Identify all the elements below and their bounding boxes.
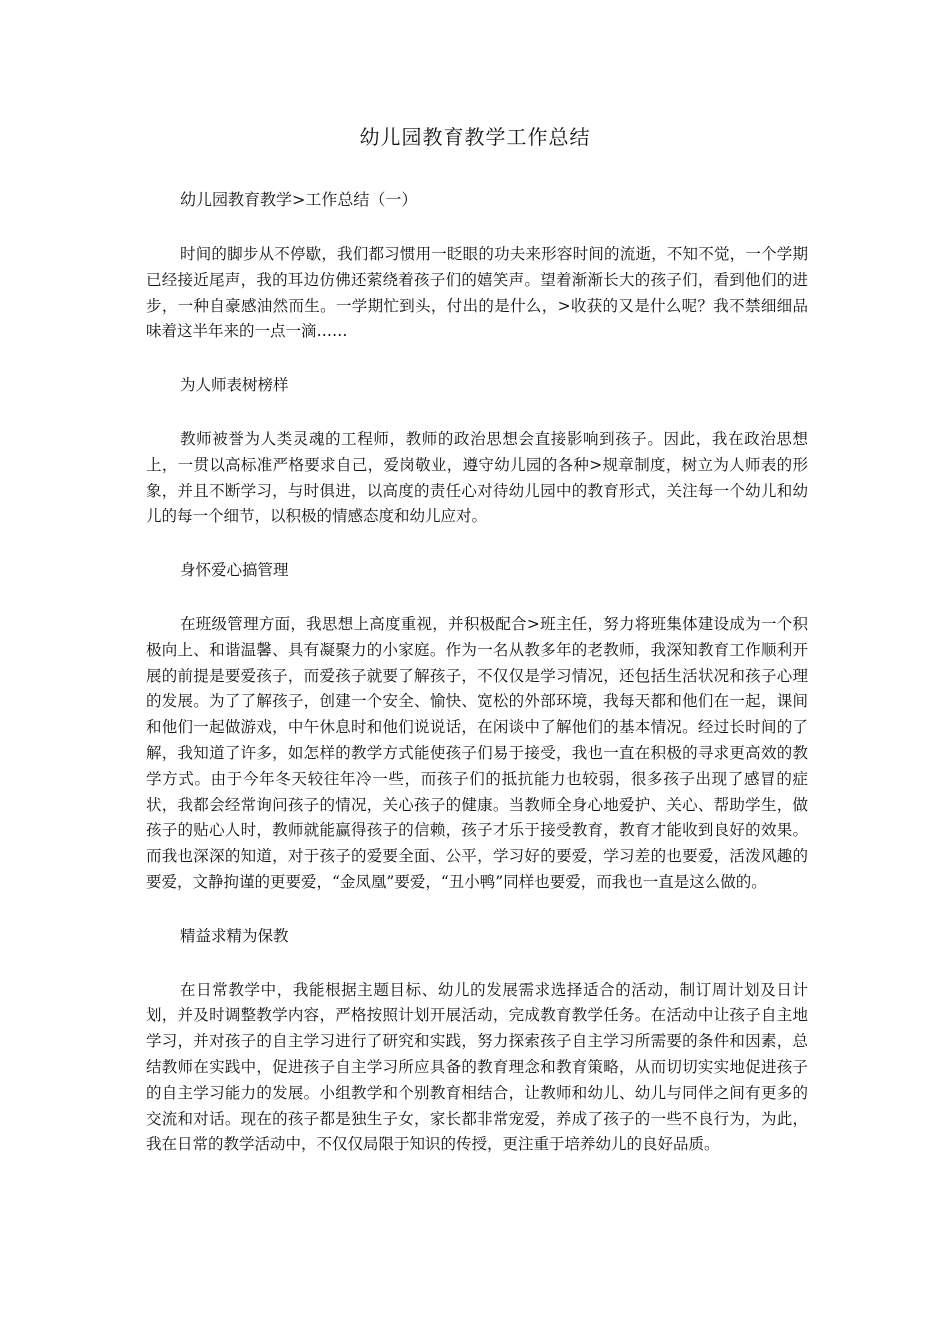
section-heading-class-management: 身怀爱心搞管理 [180,561,289,580]
section-body-class-management: 在班级管理方面，我思想上高度重视，并积极配合>班主任，努力将班集体建设成为一个积极向上、和谐温馨、具有凝聚力的小家庭。作为一名从教多年的老教师，我深知教育工作顺利开展的前提是要爱孩子，而爱孩子就要了解孩子，不仅仅是学习情况，还包括生活状况和孩子心理的发展。为了了解孩子，创建一个安全、愉快、宽松的外部环境，我每天都和他们在一起，课间和他们一起做游戏，中午休息时和他们说说话，在闲谈中了解他们的基本情况。经过长时间的了解，我知道了许多，如怎样的教学方式能使孩子们易于接受，我也一直在积极的寻求更高效的教学方式。由于今年冬天较往年冷一些，而孩子们的抵抗能力也较弱，很多孩子出现了感冒的症状，我都会经常询问孩子的情况，关心孩子的健康。当教师全身心地爱护、关心、帮助学生，做孩子的贴心人时，教师就能赢得孩子的信赖，孩子才乐于接受教育，教育才能收到良好的效果。而我也深深的知道，对于孩子的爱要全面、公平，学习好的要爱，学习差的也要爱，活泼风趣的要爱，文静拘谨的更要爱，“金凤凰”要爱，“丑小鸭”同样也要爱，而我也一直是这么做的。 [146,614,808,891]
section-body-role-model: 教师被誉为人类灵魂的工程师，教师的政治思想会直接影响到孩子。因此，我在政治思想上，一贯以高标准严格要求自己，爱岗敬业，遵守幼儿园的各种>规章制度，树立为人师表的形象，并且不断学习，与时俱进，以高度的责任心对待幼儿园中的教育形式，关注每一个幼儿和幼儿的每一个细节，以积极的情感态度和幼儿应对。 [146,429,808,526]
section-heading-teaching: 精益求精为保教 [180,926,289,945]
document-title: 幼儿园教育教学工作总结 [359,125,591,149]
section-heading-role-model: 为人师表树榜样 [180,376,289,395]
document-body [146,186,808,1186]
document-subtitle: 幼儿园教育教学>工作总结（一） [180,190,418,209]
section-body-teaching: 在日常教学中，我能根据主题目标、幼儿的发展需求选择适合的活动，制订周计划及日计划，并及时调整教学内容，严格按照计划开展活动，完成教育教学任务。在活动中让孩子自主地学习，并对孩子的自主学习进行了研究和实践，努力探索孩子自主学习所需要的条件和因素，总结教师在实践中，促进孩子自主学习所应具备的教育理念和教育策略，从而切切实实地促进孩子的自主学习能力的发展。小组教学和个别教育相结合，让教师和幼儿、幼儿与同伴之间有更多的交流和对话。现在的孩子都是独生子女，家长都非常宠爱，养成了孩子的一些不良行为，为此，我在日常的教学活动中，不仅仅局限于知识的传授，更注重于培养幼儿的良好品质。 [146,980,808,1154]
intro-paragraph: 时间的脚步从不停歇，我们都习惯用一眨眼的功夫来形容时间的流逝，不知不觉，一个学期已经接近尾声，我的耳边仿佛还萦绕着孩子们的嬉笑声。望着渐渐长大的孩子们，看到他们的进步，一种自豪感油然而生。一学期忙到头，付出的是什么，>收获的又是什么呢？我不禁细细品味着这半年来的一点一滴…… [146,245,808,341]
